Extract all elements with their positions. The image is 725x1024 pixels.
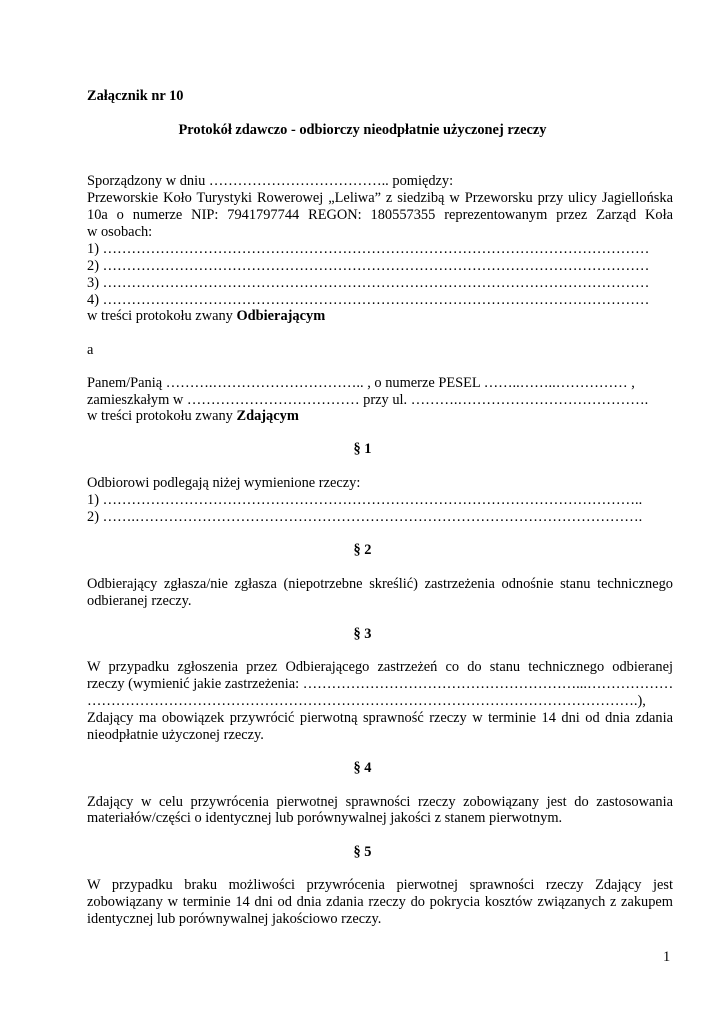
person-line-2: 2) ……………………………………………………………………………………………………: [87, 258, 650, 274]
document-title: Protokół zdawczo - odbiorczy nieodpłatnie użyczonej rzeczy: [178, 122, 547, 138]
conjunction: a: [87, 342, 94, 358]
page-number: 1: [663, 949, 671, 965]
section-1-line-1: Odbiorowi podlegają niżej wymienione rzeczy:: [87, 475, 361, 491]
section-2-heading: § 2: [353, 542, 372, 558]
intro-date-line: Sporządzony w dniu ……………………………….. pomiędzy:: [87, 173, 454, 189]
section-4-line-2: materiałów/części o identycznej lub porównywalnej jakości z stanem pierwotnym.: [87, 810, 563, 826]
receiver-role-prefix: w treści protokołu zwany: [87, 308, 237, 324]
intro-nip-line: 10a o numerze NIP: 7941797744 REGON: 180557355 reprezentowanym przez Zarząd Koła: [87, 207, 673, 223]
person-line-3: 3) ……………………………………………………………………………………………………: [87, 275, 650, 291]
section-2-line-1: Odbierający zgłasza/nie zgłasza (niepotrzebne skreślić) zastrzeżenia odnośnie stanu technicznego: [87, 576, 673, 592]
section-5-heading: § 5: [353, 844, 372, 860]
section-4-heading: § 4: [353, 760, 372, 776]
section-3-line-1: W przypadku zgłoszenia przez Odbierającego zastrzeżeń co do stanu technicznego odbieranej: [87, 659, 673, 675]
section-5-line-1: W przypadku braku możliwości przywrócenia pierwotnej sprawności rzeczy Zdający jest: [87, 877, 673, 893]
section-3-line-2: rzeczy (wymienić jakie zastrzeżenia: …………………………………………………...………………: [87, 676, 674, 692]
receiver-role-name: Odbierającym: [236, 308, 326, 324]
section-1-heading: § 1: [353, 441, 372, 457]
section-1-line-3: 2) …….…………………………………………………………………………………………….: [87, 509, 643, 525]
section-3-line-5: nieodpłatnie użyczonej rzeczy.: [87, 727, 264, 743]
person-line-1: 1) ……………………………………………………………………………………………………: [87, 241, 650, 257]
giver-role-name: Zdającym: [236, 408, 299, 424]
section-5-line-3: identycznej lub porównywalnej jakościowo rzeczy.: [87, 911, 382, 927]
intro-persons-label: w osobach:: [87, 224, 153, 240]
section-3-line-3: …………………………………………………………………………………………………….),: [87, 693, 646, 709]
attachment-label: Załącznik nr 10: [87, 88, 184, 104]
giver-role-line: [87, 407, 673, 425]
section-2-line-2: odbieranej rzeczy.: [87, 593, 192, 609]
section-3-heading: § 3: [353, 626, 372, 642]
section-4-line-1: Zdający w celu przywrócenia pierwotnej sprawności rzeczy zobowiązany jest do zastosowania: [87, 794, 673, 810]
section-5-line-2: zobowiązany w terminie 14 dni od dnia zdania rzeczy do pokrycia kosztów związanych z zakupem: [87, 894, 673, 910]
receiver-role-line: [87, 307, 673, 325]
intro-party-line: Przeworskie Koło Turystyki Rowerowej „Leliwa” z siedzibą w Przeworsku przy ulicy Jagiellońska: [87, 190, 673, 206]
person-line-4: 4) ……………………………………………………………………………………………………: [87, 292, 650, 308]
second-party-name-line: Panem/Panią ……….………………………….. , o numerze PESEL ……..……..…………… ,: [87, 375, 635, 391]
giver-role-prefix: w treści protokołu zwany: [87, 408, 237, 424]
section-3-line-4: Zdający ma obowiązek przywrócić pierwotną sprawność rzeczy w terminie 14 dni od dnia zdania: [87, 710, 673, 726]
section-1-line-2: 1) …………………………………………………………………………………………………..: [87, 492, 643, 508]
second-party-address-line: zamieszkałym w ……………………………… przy ul. ……….………………………………….: [87, 392, 649, 408]
